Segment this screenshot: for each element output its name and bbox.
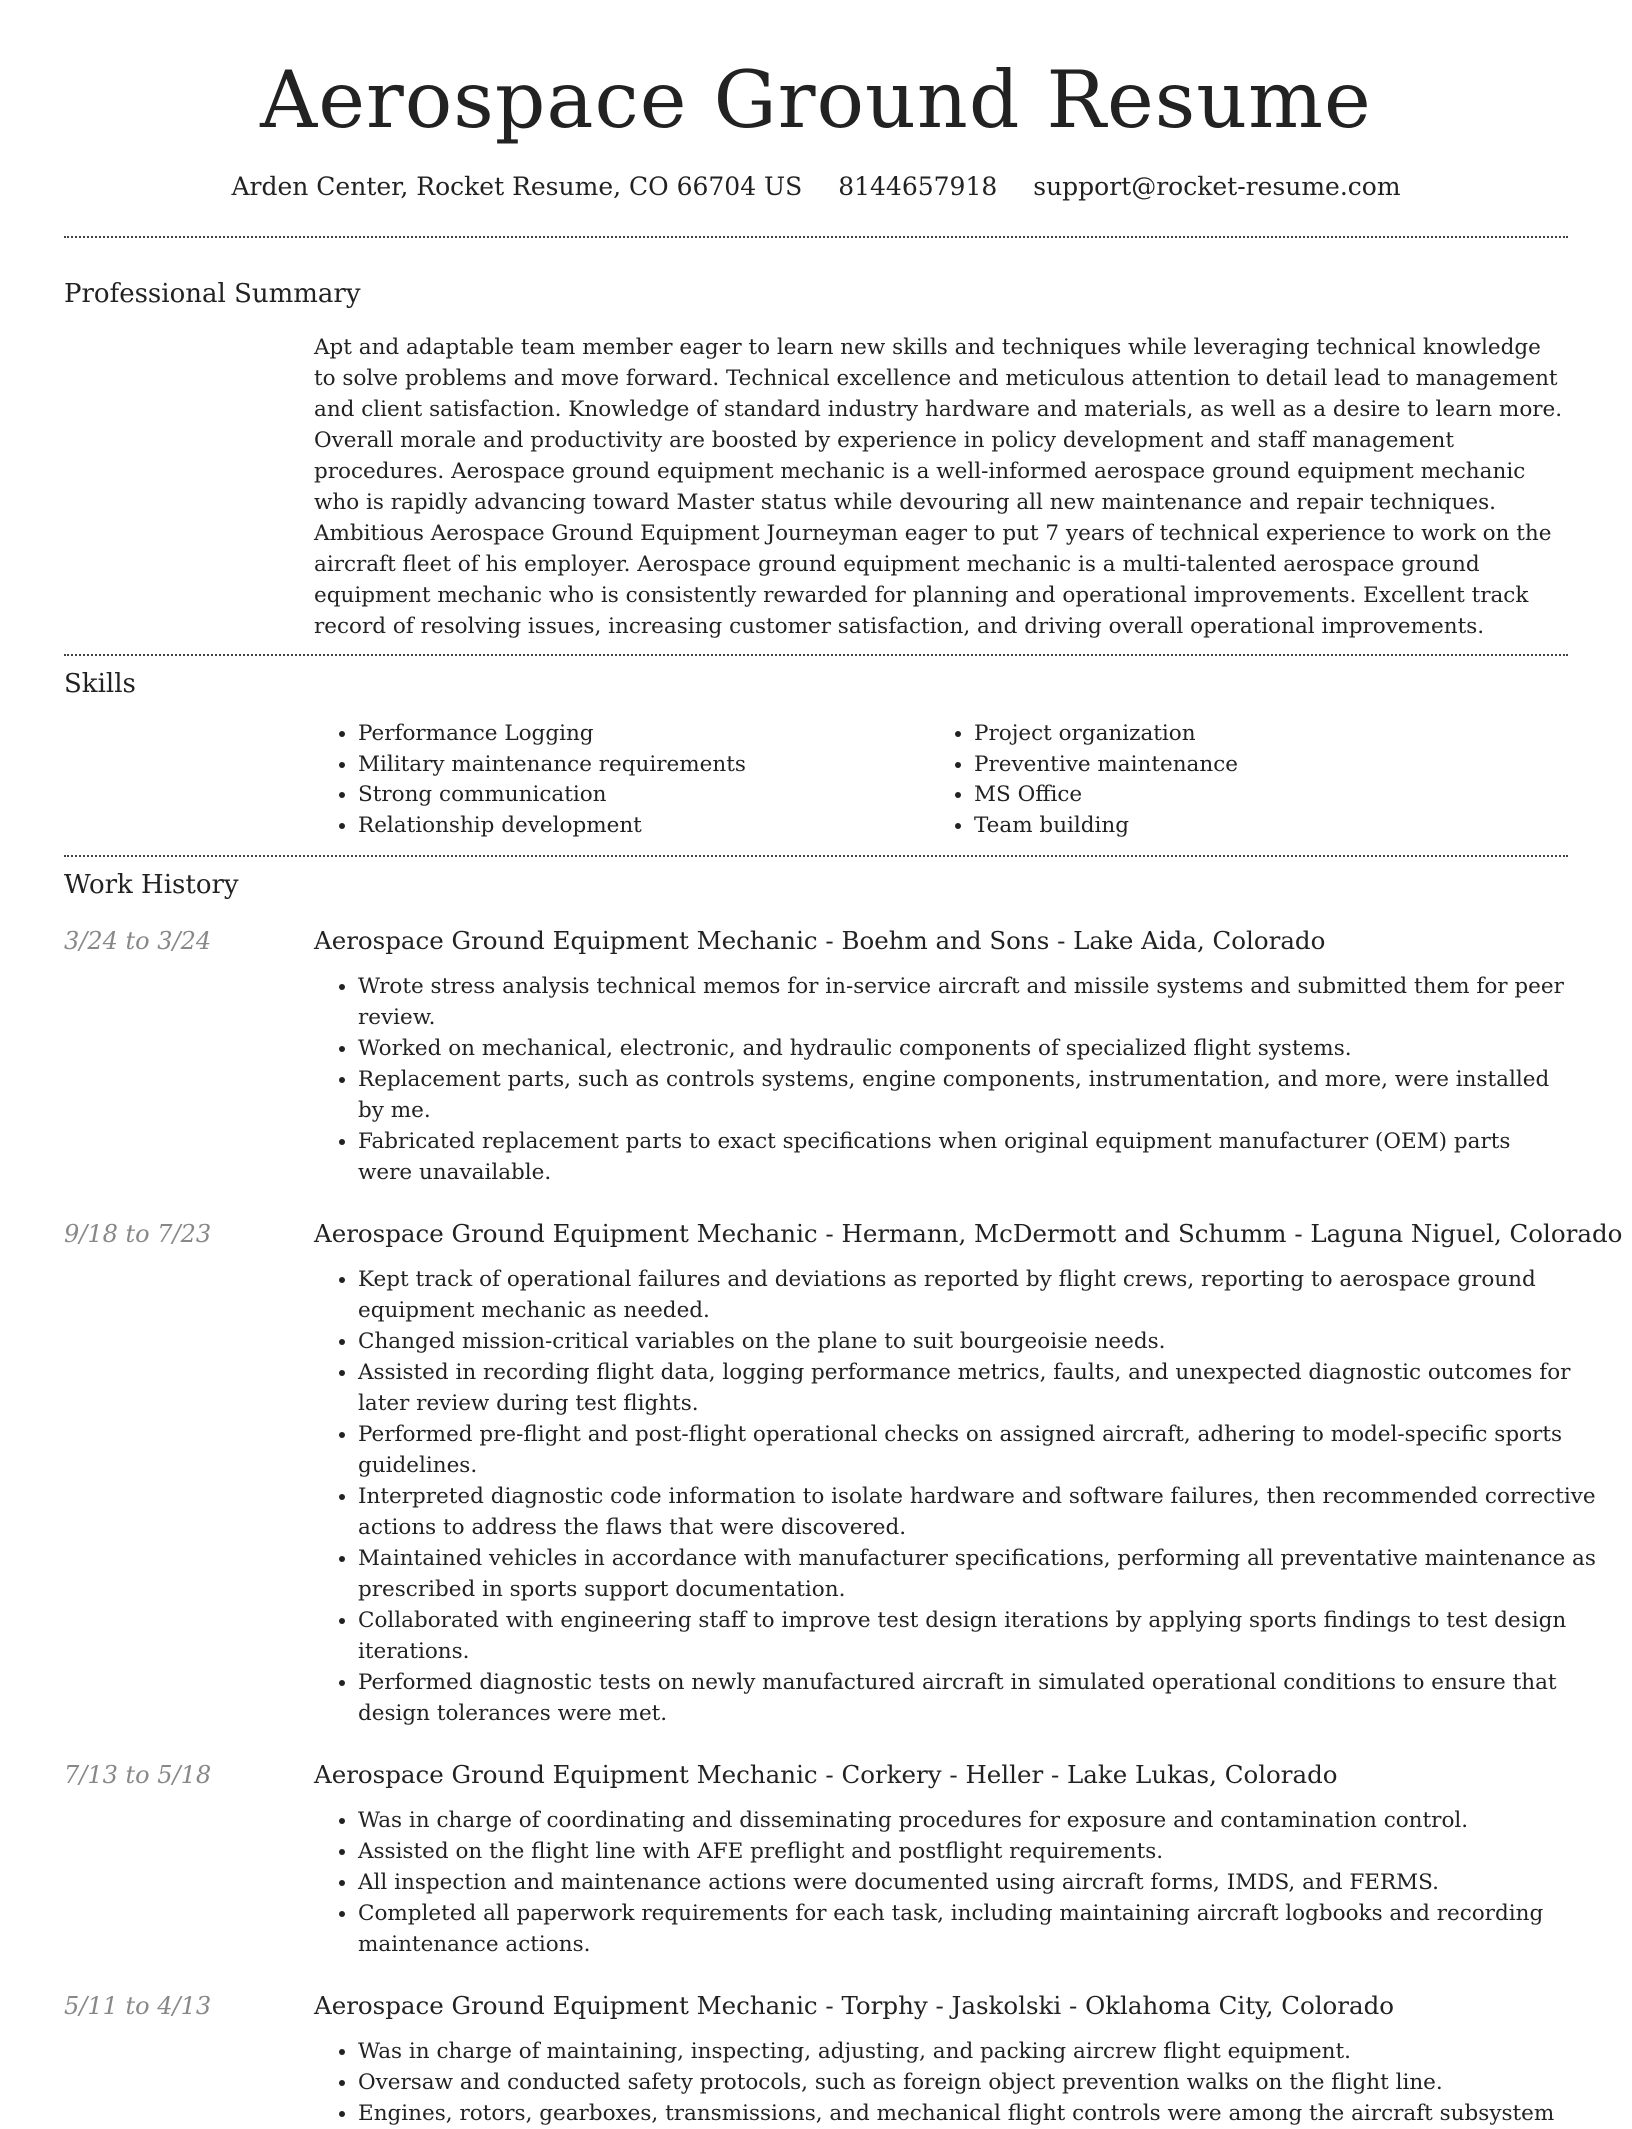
skill-item: • Relationship development bbox=[358, 811, 930, 842]
skill-item: • Strong communication bbox=[358, 780, 930, 811]
job-title: Aerospace Ground Equipment Mechanic - Corkery - Heller - Lake Lukas, Colorado bbox=[314, 1760, 1338, 1789]
skill-item: • Team building bbox=[974, 811, 1238, 842]
job-body bbox=[314, 925, 1568, 1188]
job-date: 9/18 to 7/23 bbox=[64, 1220, 212, 1248]
job-bullet: • Worked on mechanical, electronic, and hydraulic components of specialized flight systems. bbox=[358, 1033, 1568, 1064]
job-date: 3/24 to 3/24 bbox=[64, 927, 212, 955]
job-bullet: • Oversaw and conducted safety protocols, such as foreign object prevention walks on the flight line. bbox=[358, 2067, 1568, 2098]
job-bullet: • Collaborated with engineering staff to improve test design iterations by applying sports findings to test design iterations. bbox=[358, 1605, 1622, 1667]
job-title: Aerospace Ground Equipment Mechanic - Boehm and Sons - Lake Aida, Colorado bbox=[314, 926, 1326, 955]
job-entry bbox=[64, 1218, 1623, 1729]
job-bullet: • Was in charge of maintaining, inspecting, adjusting, and packing aircrew flight equipment. bbox=[358, 2036, 1568, 2067]
job-title: Aerospace Ground Equipment Mechanic - Torphy - Jaskolski - Oklahoma City, Colorado bbox=[314, 1991, 1395, 2020]
job-bullet: • Replacement parts, such as controls systems, engine components, instrumentation, and more, were installed by me. bbox=[358, 1064, 1568, 1126]
job-entry bbox=[64, 925, 1568, 1188]
job-entry bbox=[64, 1759, 1568, 1960]
job-bullet: • Performed diagnostic tests on newly manufactured aircraft in simulated operational conditions to ensure that design tolerances were met. bbox=[358, 1667, 1622, 1729]
skill-item: • Military maintenance requirements bbox=[358, 750, 930, 781]
skill-item: • MS Office bbox=[974, 780, 1238, 811]
section-divider bbox=[64, 654, 1568, 656]
job-entry bbox=[64, 1990, 1568, 2129]
job-body bbox=[314, 1218, 1622, 1729]
skill-item: • Preventive maintenance bbox=[974, 750, 1238, 781]
job-bullet: • Assisted on the flight line with AFE preflight and postflight requirements. bbox=[358, 1836, 1568, 1867]
skills-list bbox=[314, 719, 1568, 841]
job-bullet: • Assisted in recording flight data, logging performance metrics, faults, and unexpected diagnostic outcomes for later review during test flights. bbox=[358, 1357, 1622, 1419]
job-bullet: • Was in charge of coordinating and disseminating procedures for exposure and contamination control. bbox=[358, 1805, 1568, 1836]
job-bullets bbox=[314, 1264, 1622, 1729]
summary-heading: Professional Summary bbox=[64, 279, 361, 309]
section-divider bbox=[64, 855, 1568, 857]
job-bullet: • Maintained vehicles in accordance with manufacturer specifications, performing all preventative maintenance as prescribed in sports support documentation. bbox=[358, 1543, 1622, 1605]
job-bullet: • Performed pre-flight and post-flight operational checks on assigned aircraft, adhering to model-specific sports guidelines. bbox=[358, 1419, 1622, 1481]
job-title: Aerospace Ground Equipment Mechanic - Hermann, McDermott and Schumm - Laguna Niguel, Colorado bbox=[314, 1219, 1623, 1248]
job-body bbox=[314, 1990, 1568, 2129]
section-divider bbox=[64, 236, 1568, 238]
job-date: 5/11 to 4/13 bbox=[64, 1992, 212, 2020]
work-history-heading: Work History bbox=[64, 870, 239, 900]
job-bullet: • Changed mission-critical variables on the plane to suit bourgeoisie needs. bbox=[358, 1326, 1622, 1357]
job-bullet: • Interpreted diagnostic code information to isolate hardware and software failures, then recommended corrective actions to address the flaws that were discovered. bbox=[358, 1481, 1622, 1543]
job-bullet: • Wrote stress analysis technical memos for in-service aircraft and missile systems and submitted them for peer review. bbox=[358, 971, 1568, 1033]
skill-item: • Performance Logging bbox=[358, 719, 930, 750]
resume-name: Aerospace Ground Resume bbox=[260, 54, 1372, 146]
job-bullet: • All inspection and maintenance actions were documented using aircraft forms, IMDS, and FERMS. bbox=[358, 1867, 1568, 1898]
contact-address: Arden Center, Rocket Resume, CO 66704 US bbox=[231, 172, 803, 201]
contact-email: support@rocket-resume.com bbox=[1033, 172, 1401, 201]
job-body bbox=[314, 1759, 1568, 1960]
job-bullets bbox=[314, 1805, 1568, 1960]
job-bullets bbox=[314, 2036, 1568, 2129]
job-bullet: • Fabricated replacement parts to exact specifications when original equipment manufacturer (OEM) parts were unavailable. bbox=[358, 1126, 1568, 1188]
contact-phone: 8144657918 bbox=[838, 172, 998, 201]
job-date: 7/13 to 5/18 bbox=[64, 1761, 212, 1789]
skills-column-right bbox=[930, 719, 1238, 841]
job-bullet: • Kept track of operational failures and deviations as reported by flight crews, reporting to aerospace ground equipment mechanic as needed. bbox=[358, 1264, 1622, 1326]
summary-text: Apt and adaptable team member eager to learn new skills and techniques while leveraging technical knowledge to solve problems and move forward. Technical excellence and meticulous attention to detail lead to management and client satisfaction. Knowledge of standard industry hardware and materials, as well as a desire to learn more. Overall morale and productivity are boosted by experience in policy development and staff management procedures. Aerospace ground equipment mechanic is a well-informed aerospace ground equipment mechanic who is rapidly advancing toward Master status while devouring all new maintenance and repair techniques. Ambitious Aerospace Ground Equipment Journeyman eager to put 7 years of technical experience to work on the aircraft fleet of his employer. Aerospace ground equipment mechanic is a multi-talented aerospace ground equipment mechanic who is consistently rewarded for planning and operational improvements. Excellent track record of resolving issues, increasing customer satisfaction, and driving overall operational improvements. bbox=[314, 335, 1563, 639]
skills-column-left bbox=[314, 719, 930, 841]
contact-line bbox=[0, 172, 1632, 202]
skills-heading: Skills bbox=[64, 669, 136, 699]
job-bullets bbox=[314, 971, 1568, 1188]
job-bullet: • Engines, rotors, gearboxes, transmissions, and mechanical flight controls were among the aircraft subsystem bbox=[358, 2098, 1568, 2129]
job-bullet: • Completed all paperwork requirements for each task, including maintaining aircraft logbooks and recording maintenance actions. bbox=[358, 1898, 1568, 1960]
skill-item: • Project organization bbox=[974, 719, 1238, 750]
